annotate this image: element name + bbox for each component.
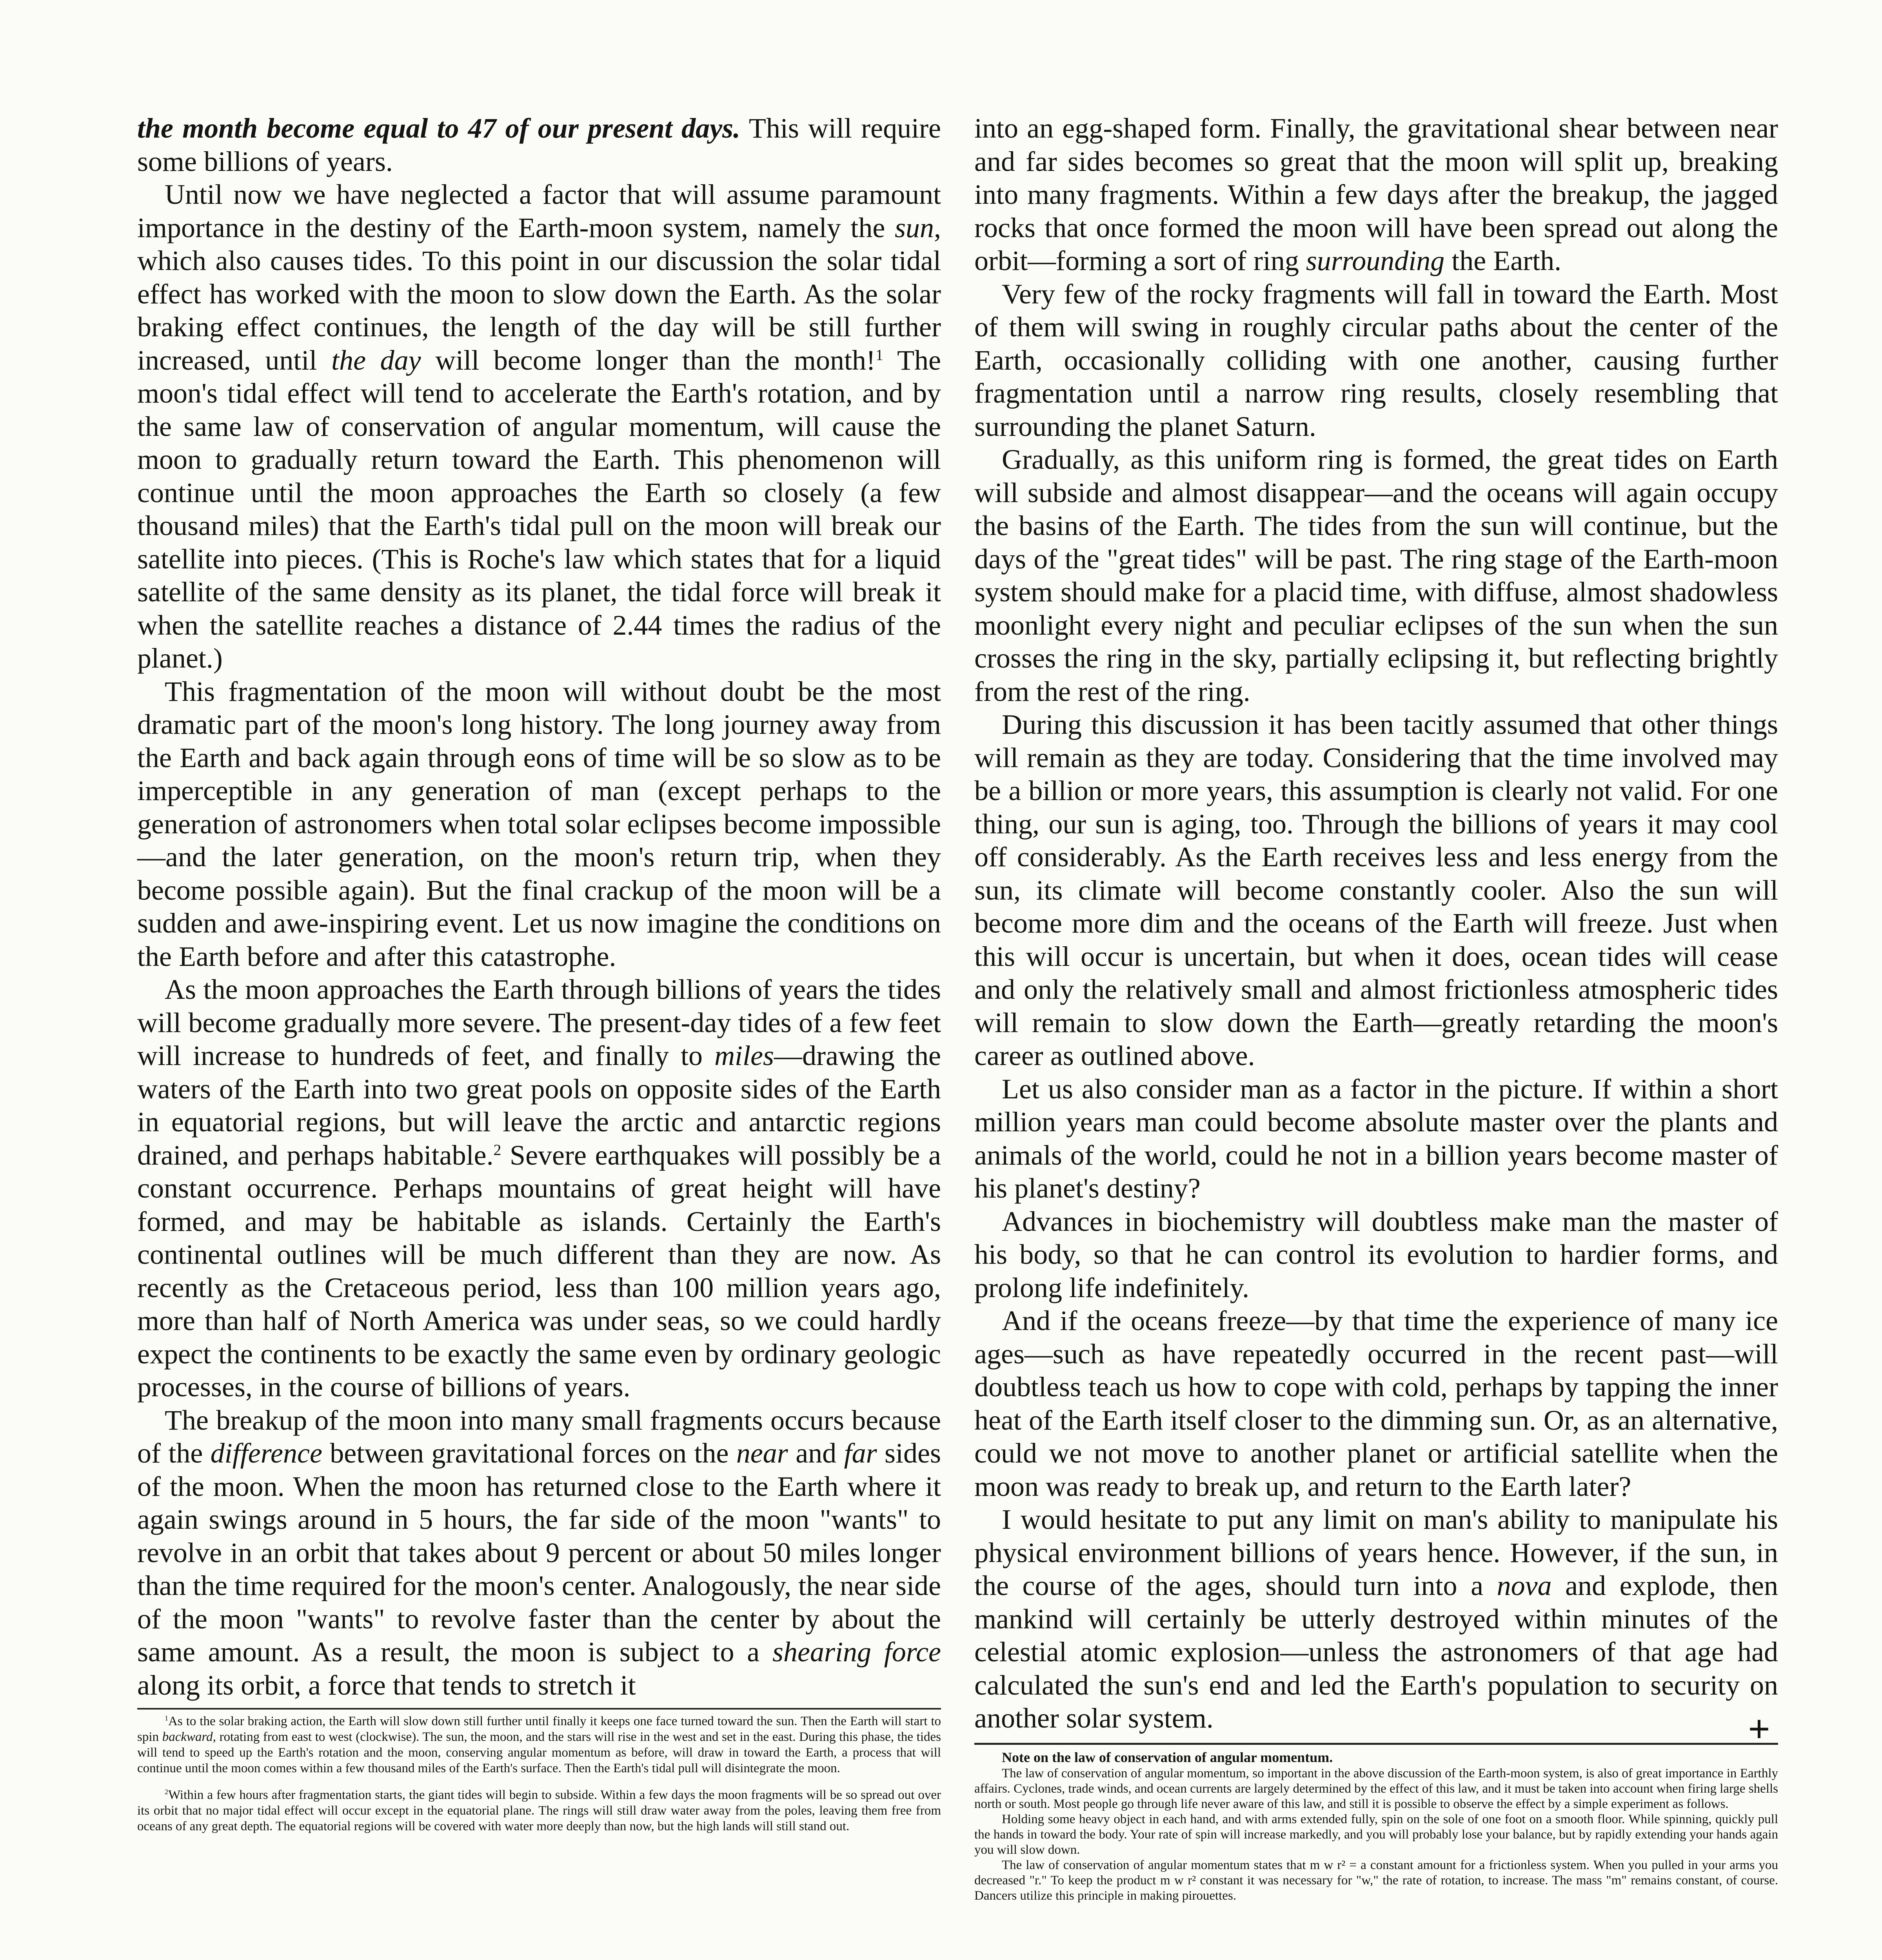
paragraph-text: The moon's tidal effect will tend to accelerate the Earth's rotation, and by the same law of conservation of angular momentum, will cause the moon to gradually return toward the Earth. This phenomenon will continue until the moon approaches the Earth so closely (a few thousand miles) that the Earth's tidal pull on the moon will break our satellite into pieces. (This is Roche's law which states that for a liquid satellite of the same density as its planet, the tidal force will break it when the satellite reaches a distance of 2.44 times the radius of the planet.) (137, 344, 941, 674)
paragraph: During this discussion it has been tacitly assumed that other things will remain as they are today. Considering that the time involved may be a billion or more years, this assumption is clearly not valid. For one thing, our sun is aging, too. Through the billions of years it may cool off considerably. As the Earth receives less and less energy from the sun, its climate will become constantly cooler. Also the sun will become more dim and the oceans of the Earth will freeze. Just when this will occur is uncertain, but when it does, ocean tides will cease and only the relatively small and almost frictionless atmospheric tides will remain to slow down the Earth—greatly retarding the moon's career as outlined above. (974, 709, 1778, 1071)
italic-emphasis: backward (162, 1730, 213, 1744)
paragraph-text: and (788, 1437, 844, 1469)
italic-emphasis: surrounding (1306, 245, 1445, 276)
paragraph-text: will become longer than the month! (421, 344, 876, 376)
italic-emphasis: far (844, 1437, 877, 1469)
paragraph-text: The breakup of the moon into many small fragments occurs because of the (137, 1404, 941, 1469)
paragraph (137, 178, 941, 675)
footnote-2 (137, 1787, 941, 1834)
paragraph-text: the Earth. (1444, 245, 1562, 276)
paragraph-text: As the moon approaches the Earth through billions of years the tides will become gradually more severe. The present-day tides of a few feet will increase to hundreds of feet, and finally to (137, 974, 941, 1071)
footnote-ref: 1 (875, 346, 883, 363)
paragraph-text: along its orbit, a force that tends to stretch it (137, 1669, 636, 1701)
paragraph-text: between gravitational forces on the (322, 1437, 736, 1469)
paragraph (137, 1404, 941, 1702)
paragraph-text: , which also causes tides. To this point in our discussion the solar tidal effect has worked with the moon to slow down the Earth. As the solar braking effect continues, the length of the day will be still further increased, until (137, 212, 941, 376)
note-paragraph: Holding some heavy object in each hand, and with arms extended fully, spin on the sole of one foot on a smooth floor. While spinning, quickly pull the hands in toward the body. Your rate of spin will increase markedly, and you will probably lose your balance, but by rapidly extending your hands again you will slow down. (974, 1812, 1778, 1857)
note-paragraph: The law of conservation of angular momentum states that m w r² = a constant amount for a frictionless system. When you pulled in your arms you decreased "r." To keep the product m w r² constant it was necessary for "w," the rate of rotation, to increase. The mass "m" remains constant, of course. Dancers utilize this principle in making pirouettes. (974, 1858, 1778, 1903)
footnote-1 (137, 1713, 941, 1776)
footnote-marker: 1 (165, 1714, 169, 1722)
italic-emphasis: miles (714, 1040, 774, 1071)
paragraph: This fragmentation of the moon will without doubt be the most dramatic part of the moon's long history. The long journey away from the Earth and back again through eons of time will be so slow as to be imperceptible in any generation of man (except perhaps to the generation of astronomers when total solar eclipses become impossible—and the later generation, on the moon's return trip, when they become possible again). But the final crackup of the moon will be a sudden and awe-inspiring event. Let us now imagine the conditions on the Earth before and after this catastrophe. (137, 675, 941, 972)
note-paragraph: The law of conservation of angular momentum, so important in the above discussion of the Earth-moon system, is also of great importance in Earthly affairs. Cyclones, trade winds, and ocean currents are largely determined by the effect of this law, and it must be taken into account when firing large shells north or south. Most people go through life never aware of this law, and still it is possible to observe the effect by a simple experiment as follows. (974, 1766, 1778, 1811)
italic-emphasis: nova (1497, 1570, 1552, 1601)
italic-emphasis: near (736, 1437, 788, 1469)
footnote-text: , rotating from east to west (clockwise). The sun, the moon, and the stars will rise in the west and set in the east. During this phase, the tides will tend to speed up the Earth's rotation and the moon, conserving angular momentum as before, will draw in toward the Earth, a process that will continue until the moon comes within a few thousand miles of the Earth's surface. Then the Earth's tidal pull will disintegrate the moon. (137, 1730, 941, 1775)
footnote-marker: 2 (165, 1788, 169, 1796)
paragraph-text: Until now we have neglected a factor that will assume paramount importance in the destiny of the Earth-moon system, namely the (137, 179, 941, 243)
italic-emphasis: the day (331, 344, 421, 376)
note-title: Note on the law of conservation of angular momentum. (1002, 1749, 1333, 1765)
italic-emphasis: shearing force (772, 1636, 941, 1668)
italic-emphasis: difference (210, 1437, 322, 1469)
angular-momentum-note (974, 1707, 1778, 1904)
paragraph (137, 973, 941, 1404)
footnote-ref: 2 (493, 1141, 501, 1158)
paragraph-text: Severe earthquakes will possibly be a constant occurrence. Perhaps mountains of great height will have formed, and may be habitable as islands. Certainly the Earth's continental outlines will be much different than they are now. As recently as the Cretaceous period, less than 100 million years ago, more than half of North America was under seas, so we could hardly expect the continents to be exactly the same even by ordinary geologic processes, in the course of billions of years. (137, 1139, 941, 1403)
paragraph-text: This will require some billions of years. (137, 113, 941, 177)
right-column (974, 112, 1778, 1904)
paragraph: Advances in biochemistry will doubtless make man the master of his body, so that he can control its evolution to hardier forms, and prolong life indefinitely. (974, 1205, 1778, 1303)
left-column (137, 112, 941, 1834)
end-of-article-mark: + (1748, 1707, 1770, 1751)
paragraph: Let us also consider man as a factor in the picture. If within a short million years man could become absolute master over the plants and animals of the world, could he not in a billion years become master of his planet's destiny? (974, 1073, 1778, 1204)
footnote-divider (137, 1708, 941, 1710)
paragraph-text: sides of the moon. When the moon has returned close to the Earth where it again swings around in 5 hours, the far side of the moon "wants" to revolve in an orbit that takes about 9 percent or about 50 miles longer than the time required for the moon's center. Analogously, the near side of the moon "wants" to revolve faster than the center by about the same amount. As a result, the moon is subject to a (137, 1437, 941, 1668)
paragraph (137, 112, 941, 178)
paragraph-text: I would hesitate to put any limit on man's ability to manipulate his physical environment billions of years hence. However, if the sun, in the course of the ages, should turn into a (974, 1504, 1778, 1601)
footnote-text: Within a few hours after fragmentation starts, the giant tides will begin to subside. Within a few days the moon fragments will be so spread out over its orbit that no major tidal effect will occur except in the equatorial plane. The rings will still draw water away from the poles, leaving them free from oceans of any great depth. The equatorial regions will be covered with water more deeply than now, but the high lands will still stand out. (137, 1788, 941, 1833)
paragraph: Gradually, as this uniform ring is formed, the great tides on Earth will subside and almost disappear—and the oceans will again occupy the basins of the Earth. The tides from the sun will continue, but the days of the "great tides" will be past. The ring stage of the Earth-moon system should make for a placid time, with diffuse, almost shadowless moonlight every night and peculiar eclipses of the sun when the sun crosses the ring in the sky, partially eclipsing it, but reflecting brightly from the rest of the ring. (974, 444, 1778, 707)
paragraph-text: —drawing the waters of the Earth into two great pools on opposite sides of the Earth in equatorial regions, but will leave the arctic and antarctic regions drained, and perhaps habitable. (137, 1040, 941, 1171)
paragraph-text: and explode, then mankind will certainly be utterly destroyed within minutes of the celestial atomic explosion—unless the astronomers of that age had calculated the sun's end and led the Earth's population to security on another solar system. (974, 1570, 1778, 1734)
paragraph: And if the oceans freeze—by that time the experience of many ice ages—such as have repeatedly occurred in the recent past—will doubtless teach us how to cope with cold, perhaps by tapping the inner heat of the Earth itself closer to the dimming sun. Or, as an alternative, could we not move to another planet or artificial satellite when the moon was ready to break up, and return to the Earth later? (974, 1305, 1778, 1502)
paragraph: Very few of the rocky fragments will fall in toward the Earth. Most of them will swing in roughly circular paths about the center of the Earth, occasionally colliding with one another, causing further fragmentation until a narrow ring results, closely resembling that surrounding the planet Saturn. (974, 278, 1778, 442)
paragraph (974, 1503, 1778, 1735)
paragraph-text: into an egg-shaped form. Finally, the gravitational shear between near and far sides becomes so great that the moon will split up, breaking into many fragments. Within a few days after the breakup, the jagged rocks that once formed the moon will have been spread out along the orbit—forming a sort of ring (974, 113, 1778, 276)
paragraph (974, 112, 1778, 278)
italic-emphasis: the month become equal to 47 of our present days. (137, 113, 741, 144)
italic-emphasis: sun (894, 212, 934, 243)
footnote-text: As to the solar braking action, the Earth will slow down still further until finally it keeps one face turned toward the sun. Then the Earth will start to spin (137, 1714, 941, 1744)
